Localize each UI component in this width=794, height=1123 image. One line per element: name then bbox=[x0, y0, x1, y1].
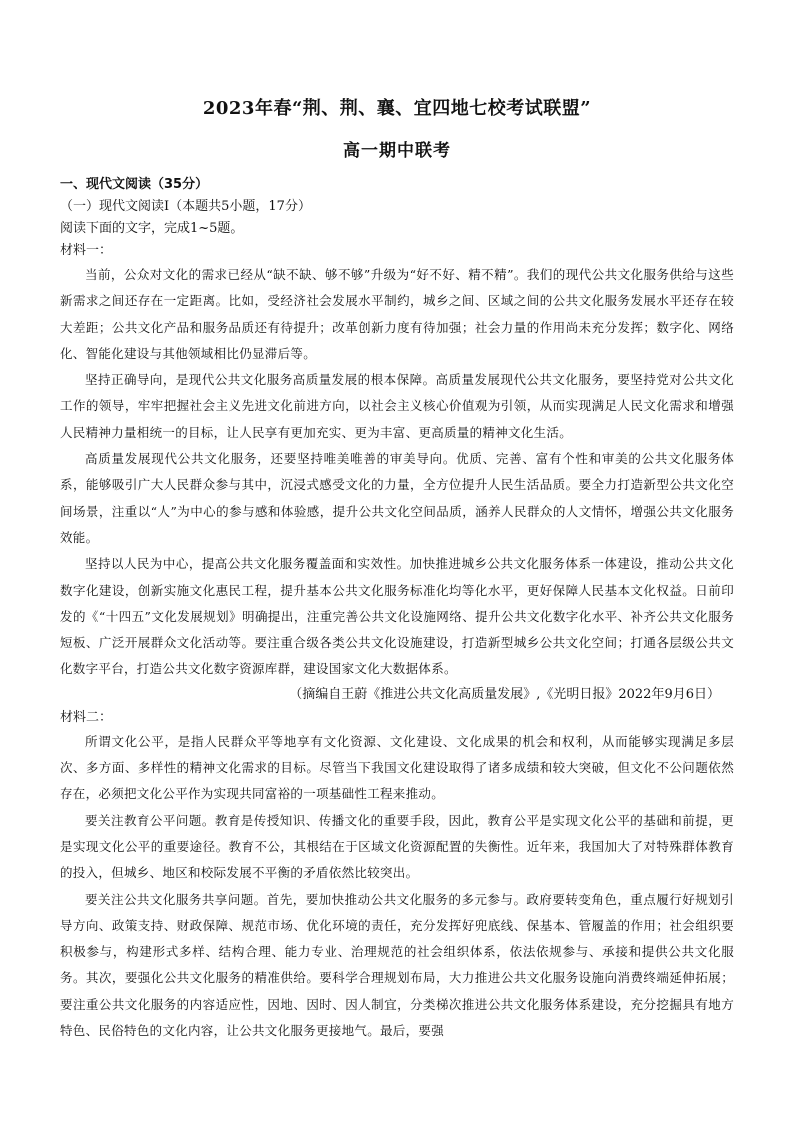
material-one-paragraph: 坚持以人民为中心，提高公共文化服务覆盖面和实效性。加快推进城乡公共文化服务体系一体建设，推动公共文化数字化建设，创新实施文化惠民工程，提升基本公共文化服务标准化均等化水平，更好保障人民基本文化权益。日前印发的《“十四五”文化发展规划》明确提出，注重完善公共文化设施网络、提升公共文化数字化水平、补齐公共文化服务短板、广泛开展群众文化活动等。要注重合级各类公共文化设施建设，打造新型城乡公共文化空间；打通各层级公共文化数字平台，打造公共文化数字资源库群，建设国家文化大数据体系。 bbox=[60, 556, 734, 677]
section-heading: 一、现代文阅读（35分） bbox=[60, 177, 209, 192]
material-two-paragraph: 所谓文化公平，是指人民群众平等地享有文化资源、文化建设、文化成果的机会和权利，从而能够实现满足多层次、多方面、多样性的精神文化需求的目标。尽管当下我国文化建设取得了诸多成绩和较大突破，但文化不公问题依然存在，必须把文化公平作为实现共同富裕的一项基础性工程来推动。 bbox=[60, 733, 734, 802]
material-one-paragraph: 坚持正确导向，是现代公共文化服务高质量发展的根本保障。高质量发展现代公共文化服务，要坚持党对公共文化工作的领导，牢牢把握社会主义先进文化前进方向，以社会主义核心价值观为引领，从而实现满足人民文化需求和增强人民精神力量相统一的目标，让人民享有更加充实、更为丰富、更高质量的精神文化生活。 bbox=[60, 372, 734, 440]
exam-title: 2023年春“荆、荆、襄、宜四地七校考试联盟” bbox=[202, 98, 592, 119]
material-one-paragraph: 高质量发展现代公共文化服务，还要坚持唯美唯善的审美导向。优质、完善、富有个性和审美的公共文化服务体系，能够吸引广大人民群众参与其中，沉浸式感受文化的力量，全方位提升人民生活品质。要全力打造新型公共文化空间场景，注重以“人”为中心的参与感和体验感，提升公共文化空间品质，涵养人民群众的人文情怀，增强公共文化服务效能。 bbox=[60, 451, 734, 545]
material-two-label: 材料二： bbox=[60, 709, 113, 725]
material-one-source: （摘编自王蔚《推进公共文化高质量发展》,《光明日报》2022年9月6日） bbox=[289, 686, 720, 702]
material-two-paragraph: 要关注教育公平问题。教育是传授知识、传播文化的重要手段，因此，教育公平是实现文化公平的基础和前提，更是实现文化公平的重要途径。教育不公，其根结在于区域文化资源配置的失衡性。近年来，我国加大了对特殊群体教育的投入，但城乡、地区和校际发展不平衡的矛盾依然比较突出。 bbox=[60, 812, 734, 881]
subsection-heading: （一）现代文阅读Ⅰ（本题共5小题，17分） bbox=[60, 199, 311, 214]
material-one-label: 材料一： bbox=[60, 243, 113, 258]
material-two-paragraph: 要关注公共文化服务共享问题。首先，要加快推动公共文化服务的多元参与。政府要转变角色，重点履行好规划引导方向、政策支持、财政保障、规范市场、优化环境的责任，充分发挥好兜底线、保基本、管履盖的作用；社会组织要积极参与，构建形式多样、结构合理、能力专业、治理规范的社会组织体系，依法依规参与、承接和提供公共文化服务。其次，要强化公共文化服务的精准供给。要科学合理规划布局，大力推进公共文化服务设施向消费终端延伸拓展；要注重公共文化服务的内容适应性，因地、因时、因人制宜，分类梯次推进公共文化服务体系建设，充分挖掘具有地方特色、民俗特色的文化内容，让公共文化服务更接地气。最后，要强 bbox=[60, 891, 734, 1039]
reading-instruction: 阅读下面的文字，完成1~5题。 bbox=[60, 221, 244, 236]
exam-subtitle: 高一期中联考 bbox=[343, 141, 451, 161]
material-one-paragraph: 当前，公众对文化的需求已经从“缺不缺、够不够”升级为“好不好、精不精”。我们的现代公共文化服务供给与这些新需求之间还存在一定距离。比如，受经济社会发展水平制约，城乡之间、区域之间的公共文化服务发展水平还存在较大差距；公共文化产品和服务品质还有待提升；改革创新力度有待加强；社会力量的作用尚未充分发挥；数字化、网络化、智能化建设与其他领域相比仍显滞后等。 bbox=[60, 267, 734, 361]
